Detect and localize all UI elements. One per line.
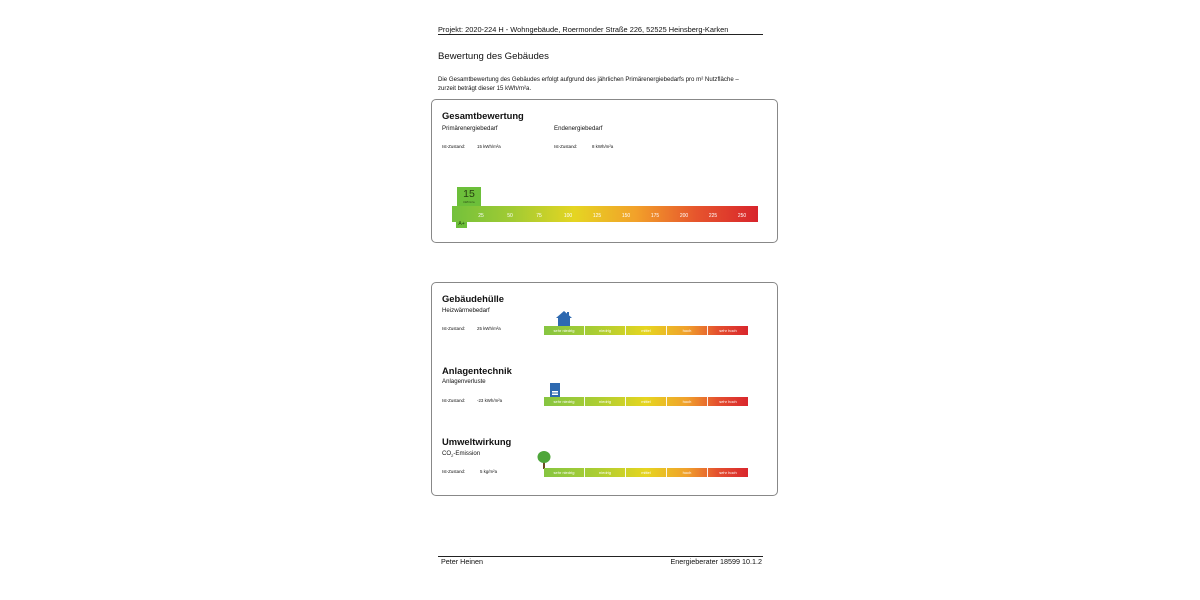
marker-value: 15: [463, 188, 475, 200]
section-title: Bewertung des Gebäudes: [438, 51, 549, 62]
level-medium: mittel: [626, 397, 667, 406]
scale-tick: 225: [708, 213, 718, 219]
systems-state-label: Ist-Zustand:: [442, 398, 466, 403]
marker-grade: A+: [458, 221, 465, 227]
primary-energy-label: Primärenergiebedarf: [442, 125, 498, 132]
systems-title: Anlagentechnik: [442, 365, 512, 376]
envelope-subtitle: Heizwärmebedarf: [442, 307, 490, 314]
level-very-high: sehr hoch: [719, 328, 737, 333]
level-very-high: sehr hoch: [719, 470, 737, 475]
primary-state-value: 15 kWh/m²a: [477, 144, 501, 149]
scale-tick: 75: [536, 213, 542, 219]
level-very-low: sehr niedrig: [544, 397, 585, 406]
scale-tick: 100: [563, 213, 573, 219]
scale-tick: 25: [478, 213, 484, 219]
intro-line-2: zurzeit beträgt dieser 15 kWh/m²a.: [438, 85, 532, 92]
level-high: hoch: [667, 326, 708, 335]
systems-rating-bar: [544, 397, 748, 406]
environment-rating-bar: [544, 468, 748, 477]
level-high: hoch: [667, 468, 708, 477]
envelope-title: Gebäudehülle: [442, 293, 504, 304]
level-very-low: sehr niedrig: [544, 468, 585, 477]
marker-unit: kWh/m²a: [463, 200, 475, 204]
final-energy-label: Endenergiebedarf: [554, 125, 603, 132]
co2-rest: -Emission: [453, 450, 481, 457]
envelope-state-value: 25 kWh/m²a: [477, 326, 501, 331]
systems-state-value: -23 kWh/m²a: [477, 398, 503, 403]
level-very-high: sehr hoch: [719, 399, 737, 404]
category-rating-panel: [431, 282, 778, 496]
footer-author: Peter Heinen: [441, 557, 483, 566]
intro-text: [438, 75, 768, 93]
final-state-label: Ist-Zustand:: [554, 144, 578, 149]
environment-subtitle: [442, 450, 480, 458]
level-low: niedrig: [585, 326, 626, 335]
level-low: niedrig: [585, 468, 626, 477]
scale-tick: 250: [737, 213, 747, 219]
environment-state-label: Ist-Zustand:: [442, 469, 466, 474]
scale-tick: 175: [650, 213, 660, 219]
envelope-rating-bar: [544, 326, 748, 335]
level-medium: mittel: [626, 326, 667, 335]
systems-subtitle: Anlagenverluste: [442, 378, 486, 385]
intro-line-1: Die Gesamtbewertung des Gebäudes erfolgt aufgrund des jährlichen Primärenergiebedarfs pro m² Nutzfläche –: [438, 76, 739, 83]
primary-state-label: Ist-Zustand:: [442, 144, 466, 149]
scale-tick: 200: [679, 213, 689, 219]
level-high: hoch: [667, 397, 708, 406]
level-medium: mittel: [626, 468, 667, 477]
co2-subscript: 2: [451, 453, 454, 459]
footer-software: Energieberater 18599 10.1.2: [670, 557, 762, 566]
final-state-value: 8 kWh/m²a: [592, 144, 614, 149]
scale-tick: 150: [621, 213, 631, 219]
overall-title: Gesamtbewertung: [442, 110, 524, 121]
co2-main: CO: [442, 450, 452, 457]
envelope-state-label: Ist-Zustand:: [442, 326, 466, 331]
scale-tick: 50: [507, 213, 513, 219]
level-very-low: sehr niedrig: [544, 326, 585, 335]
scale-tick: 125: [592, 213, 602, 219]
level-low: niedrig: [585, 397, 626, 406]
environment-state-value: 5 kg/m²a: [480, 469, 498, 474]
environment-title: Umweltwirkung: [442, 436, 512, 447]
header-rule: [438, 34, 763, 35]
project-header: Projekt: 2020-224 H - Wohngebäude, Roermonder Straße 226, 52525 Heinsberg-Karken: [438, 25, 729, 34]
